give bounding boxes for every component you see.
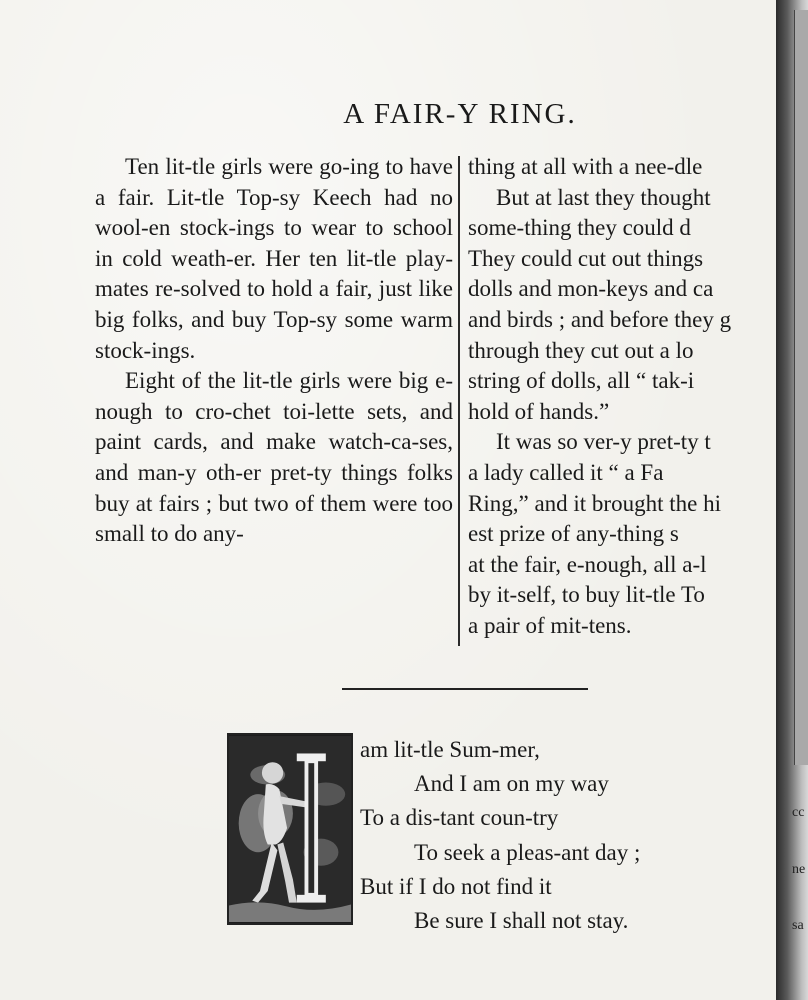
right-column xyxy=(468,152,798,642)
right-line: through they cut out a lo xyxy=(468,337,694,363)
poem-line: And I am on my way xyxy=(414,771,609,797)
right-line: It was so ver-y pret-ty t xyxy=(496,429,711,455)
adjacent-page-fragment: cc xyxy=(792,805,805,820)
adjacent-page-strip xyxy=(794,10,808,765)
right-line: dolls and mon-keys and ca xyxy=(468,276,714,302)
drop-cap-illustration xyxy=(227,733,353,925)
right-line: hold of hands.” xyxy=(468,398,610,424)
poem-line: am lit-tle Sum-mer, xyxy=(360,737,540,762)
right-line: string of dolls, all “ tak-i xyxy=(468,368,695,394)
right-line: and birds ; and before they g xyxy=(468,306,732,332)
left-paragraph-1: Ten lit-tle girls were go-ing to have a fair. Lit-tle Top-sy Keech had no wool-en stock-ings to wear to school in cold weath-er. Her ten lit-tle play-mates re-solved to hold a fair, just like big folks, and buy Top-sy some warm stock-ings. xyxy=(95,154,453,363)
right-line: But at last they thought xyxy=(496,184,711,210)
section-rule xyxy=(342,688,588,690)
column-divider xyxy=(458,156,460,646)
right-line: by it-self, to buy lit-tle To xyxy=(468,582,705,608)
adjacent-page-fragment: ne xyxy=(792,862,806,877)
right-line: thing at all with a nee-dle xyxy=(468,154,703,179)
right-line: a pair of mit-tens. xyxy=(468,612,632,638)
page-title: A FAIR-Y RING. xyxy=(343,98,577,130)
right-line: some-thing they could d xyxy=(468,215,691,241)
poem-line: Be sure I shall not stay. xyxy=(414,908,629,934)
poem xyxy=(360,733,640,938)
right-line: Ring,” and it brought the hi xyxy=(468,490,721,516)
poem-line: To a dis-tant coun-try xyxy=(360,805,559,831)
adjacent-page-fragment: sa xyxy=(792,918,804,933)
left-column xyxy=(95,152,453,550)
poem-line: To seek a pleas-ant day ; xyxy=(414,839,641,865)
right-line: They could cut out things xyxy=(468,245,704,271)
right-line: est prize of any-thing s xyxy=(468,521,679,547)
right-line: at the fair, e-nough, all a-l xyxy=(468,551,707,577)
left-paragraph-2: Eight of the lit-tle girls were big e-nough to cro-chet toi-lette sets, and paint cards, and make watch-ca-ses, and man-y oth-er pret-ty things folks buy at fairs ; but two of them were too small to do any- xyxy=(95,368,453,547)
fairy-letter-i-icon xyxy=(229,735,351,923)
right-line: a lady called it “ a Fa xyxy=(468,459,664,485)
poem-line: But if I do not find it xyxy=(360,873,552,899)
